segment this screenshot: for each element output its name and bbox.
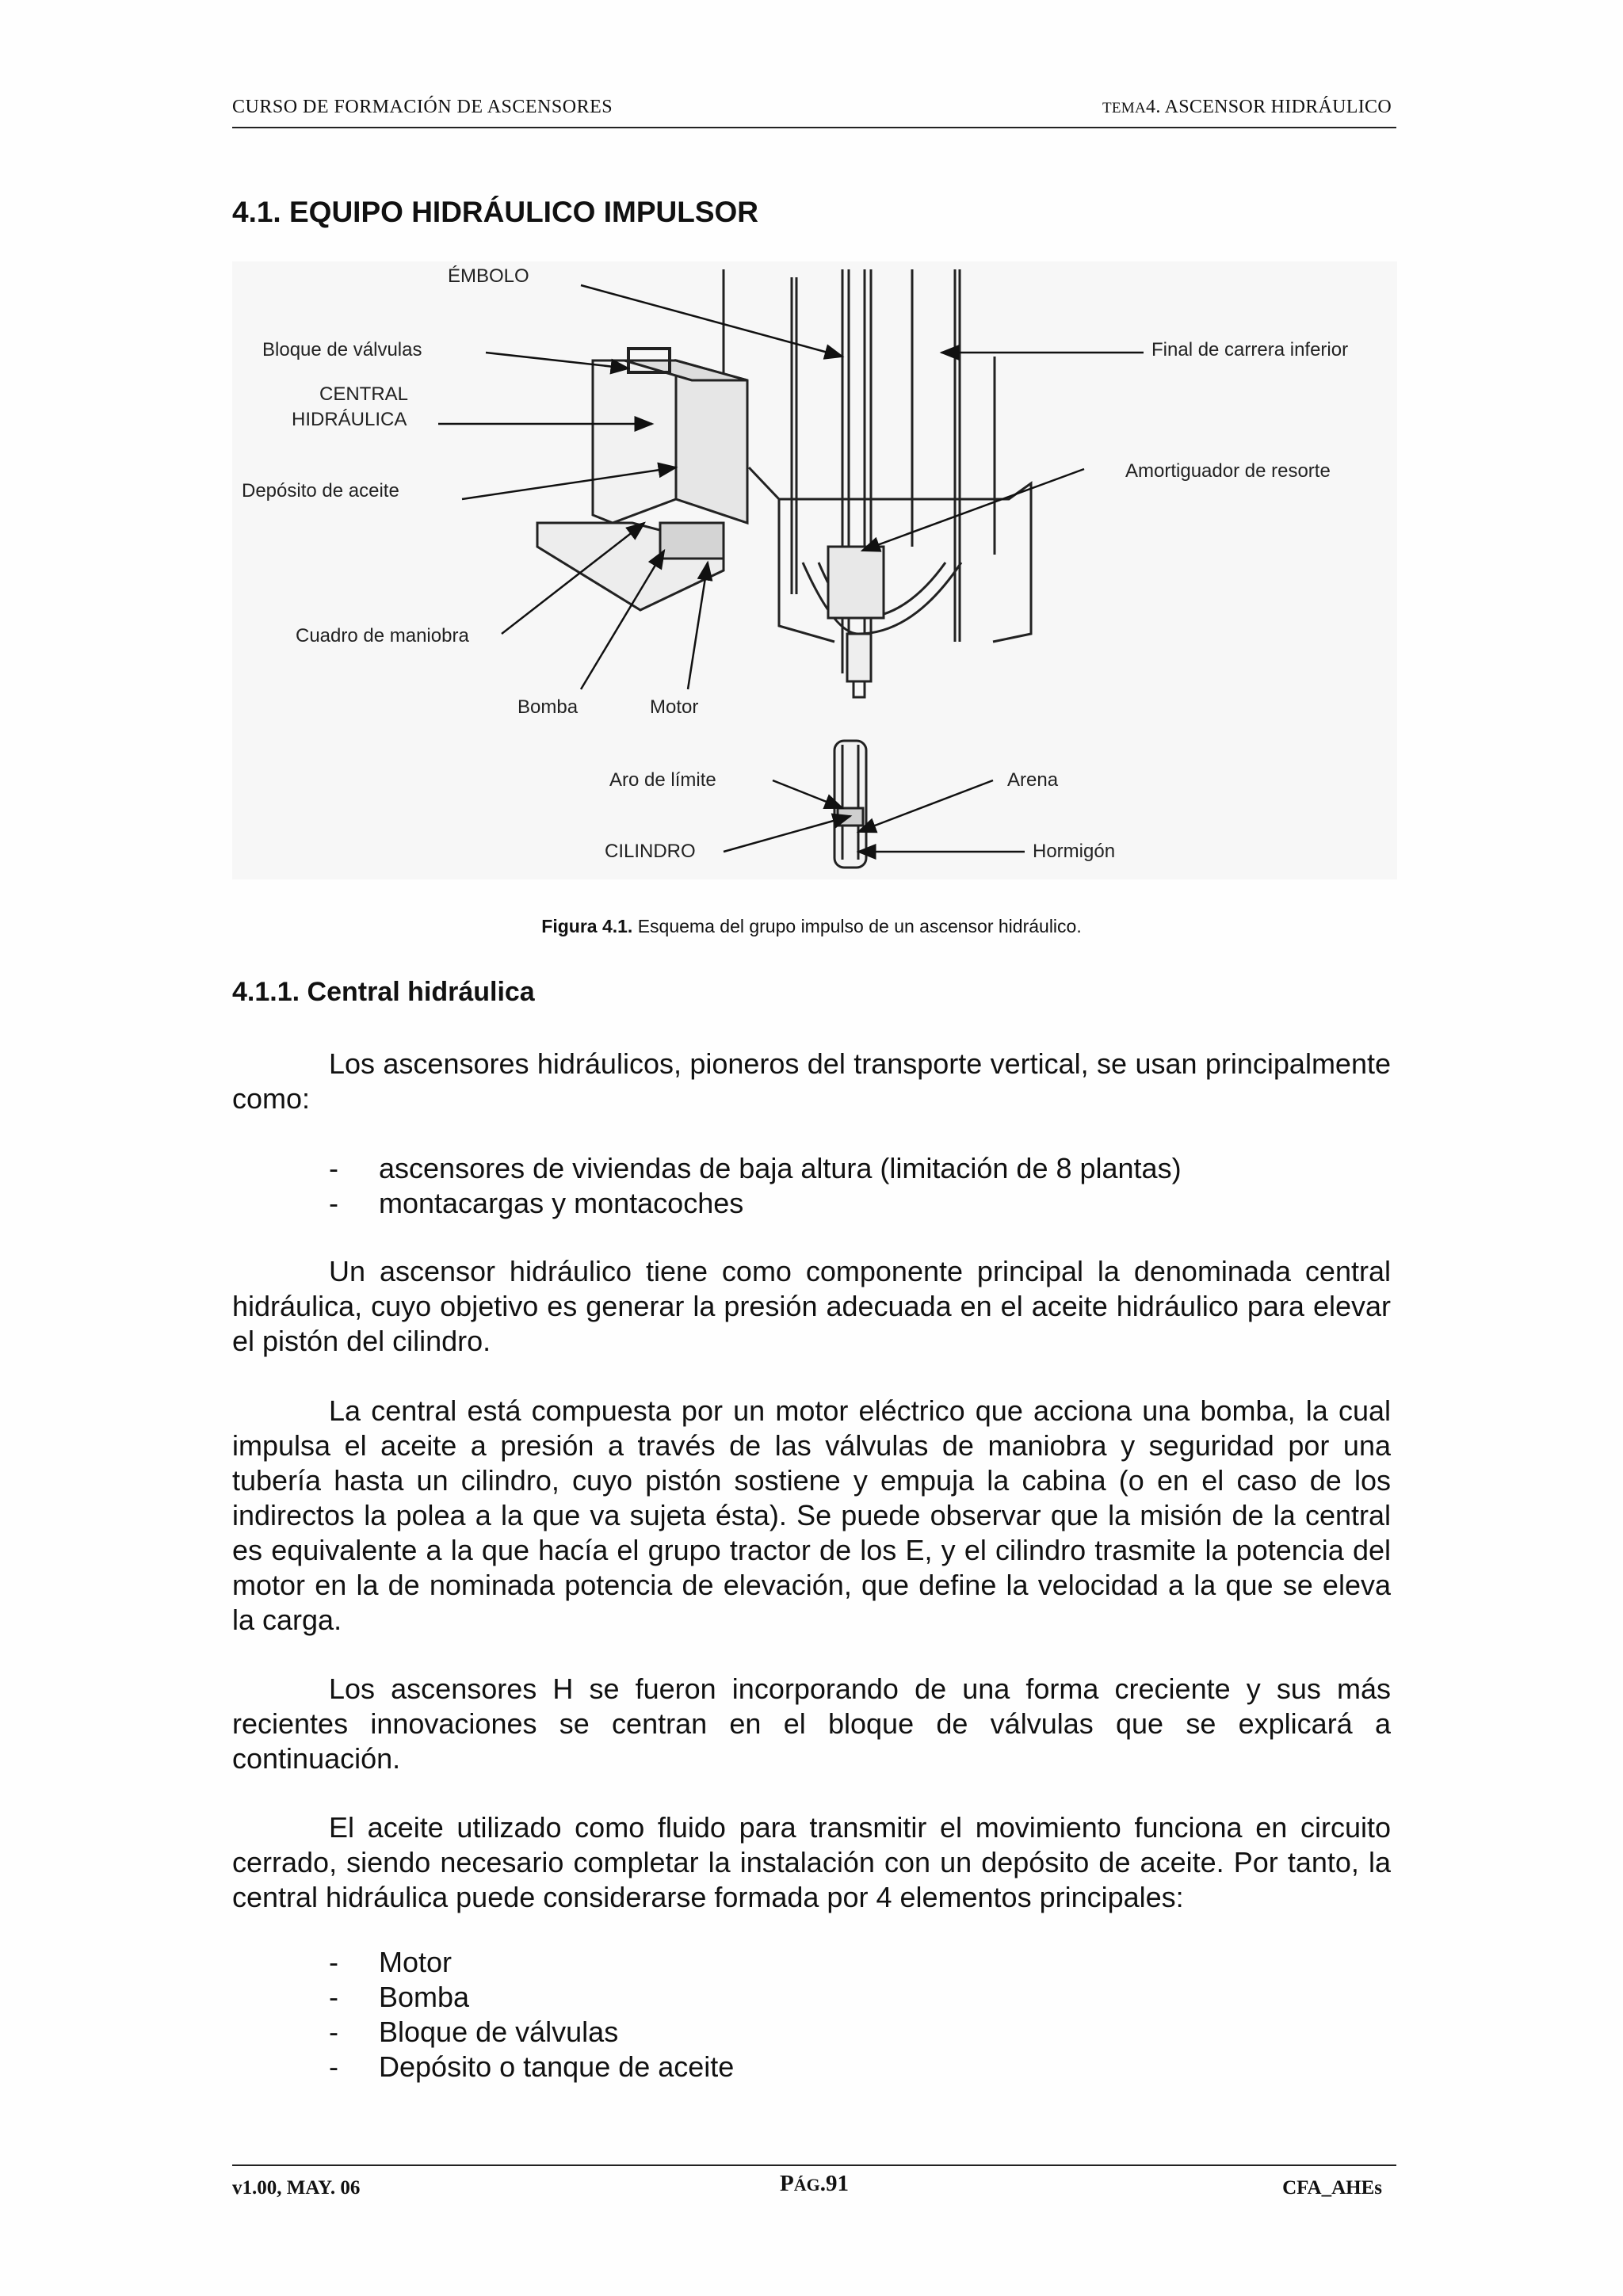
list-item-text: Bomba [379,1981,470,2013]
label-embolo: ÉMBOLO [448,265,529,287]
footer-page-ag: ÁG [793,2175,820,2195]
caption-label: Figura 4.1. [541,916,633,936]
header-chapter-name: 4. ASCENSOR HIDRÁULICO [1146,97,1392,117]
hydraulic-lift-diagram [232,261,1397,879]
list-item-text: montacargas y montacoches [379,1187,744,1219]
label-cuadro: Cuadro de maniobra [296,625,469,646]
list-dash: - [329,1152,338,1184]
label-bloque-valvulas: Bloque de válvulas [262,339,422,360]
footer-page-number [232,2171,1396,2197]
usage-list [329,1151,1182,1221]
label-amortiguador: Amortiguador de resorte [1125,460,1331,482]
list-item [329,1980,734,2015]
list-item-text: Bloque de válvulas [379,2016,619,2048]
footer-page-p: P [780,2171,794,2196]
paragraph-5-text: El aceite utilizado como fluido para transmitir el movimiento funciona en circuito cerrado, siendo necesario completar la instalación con un depósito de aceite. Por tanto, la central hidráulica puede considerarse formada por 4 elementos principales: [232,1811,1391,1913]
label-bomba: Bomba [517,696,579,718]
subsection-title: 4.1.1. Central hidráulica [232,977,535,1007]
label-hormigon: Hormigón [1033,841,1116,862]
page-header [232,95,1396,128]
paragraph-5 [232,1810,1391,1915]
caption-text: Esquema del grupo impulso de un ascensor hidráulico. [632,916,1082,936]
label-motor: Motor [650,696,699,718]
label-central-2: HIDRÁULICA [292,409,407,430]
components-list [329,1945,734,2084]
paragraph-1-text: Los ascensores hidráulicos, pioneros del transporte vertical, se usan principalmente como: [232,1047,1391,1115]
paragraph-2-text: Un ascensor hidráulico tiene como componente principal la denominada central hidráulica, cuyo objetivo es generar la presión adecuada en el aceite hidráulico para elevar el pistón del cilindro. [232,1255,1391,1357]
paragraph-3-text: La central está compuesta por un motor eléctrico que acciona una bomba, la cual impulsa el aceite a presión a través de las válvulas de maniobra y seguridad por una tubería hasta un cilindro, cuyo pistón sostiene y empuja la cabina (o en el caso de los indirectos la polea a la que va sujeta ésta). Se puede observar que la misión de la central es equivalente a la que hacía el grupo tractor de los E, y el cilindro trasmite la potencia del motor en la de nominada potencia de elevación, que define la velocidad a la que se eleva la carga. [232,1394,1391,1636]
list-item [329,2050,734,2084]
footer-version: v1.00, MAY. 06 [232,2177,361,2199]
label-deposito: Depósito de aceite [242,480,399,502]
list-dash: - [329,1981,338,2013]
header-chapter-title [1102,97,1392,118]
section-title: 4.1. EQUIPO HIDRÁULICO IMPULSOR [232,196,759,228]
list-item-text: Motor [379,1946,453,1978]
label-cilindro: CILINDRO [605,841,696,862]
label-arena: Arena [1007,769,1059,791]
header-tema-label: TEMA [1102,100,1147,116]
list-item [329,1945,734,1980]
paragraph-3 [232,1394,1391,1638]
figure-caption [0,916,1623,937]
label-central-1: CENTRAL [319,383,409,405]
list-dash: - [329,1187,338,1219]
label-final-carrera: Final de carrera inferior [1151,339,1349,360]
cylinder [834,741,866,868]
header-course-title: CURSO DE FORMACIÓN DE ASCENSORES [232,97,613,117]
list-item-text: Depósito o tanque de aceite [379,2050,735,2083]
list-item-text: ascensores de viviendas de baja altura (limitación de 8 plantas) [379,1152,1182,1184]
footer-doc-code: CFA_AHEs [1282,2177,1382,2199]
list-item [329,1151,1182,1186]
label-aro: Aro de límite [609,769,716,791]
list-item [329,1186,1182,1221]
paragraph-1 [232,1047,1391,1116]
paragraph-4-text: Los ascensores H se fueron incorporando de una forma creciente y sus más recientes innovaciones se centran en el bloque de válvulas que se explicará a continuación. [232,1672,1391,1775]
list-dash: - [329,1946,338,1978]
list-dash: - [329,2050,338,2083]
list-dash: - [329,2016,338,2048]
page-footer [232,2164,1396,2199]
footer-page-num: .91 [819,2171,849,2196]
diagram-svg [232,261,1397,879]
list-item [329,2015,734,2050]
paragraph-4 [232,1672,1391,1776]
paragraph-2 [232,1254,1391,1359]
